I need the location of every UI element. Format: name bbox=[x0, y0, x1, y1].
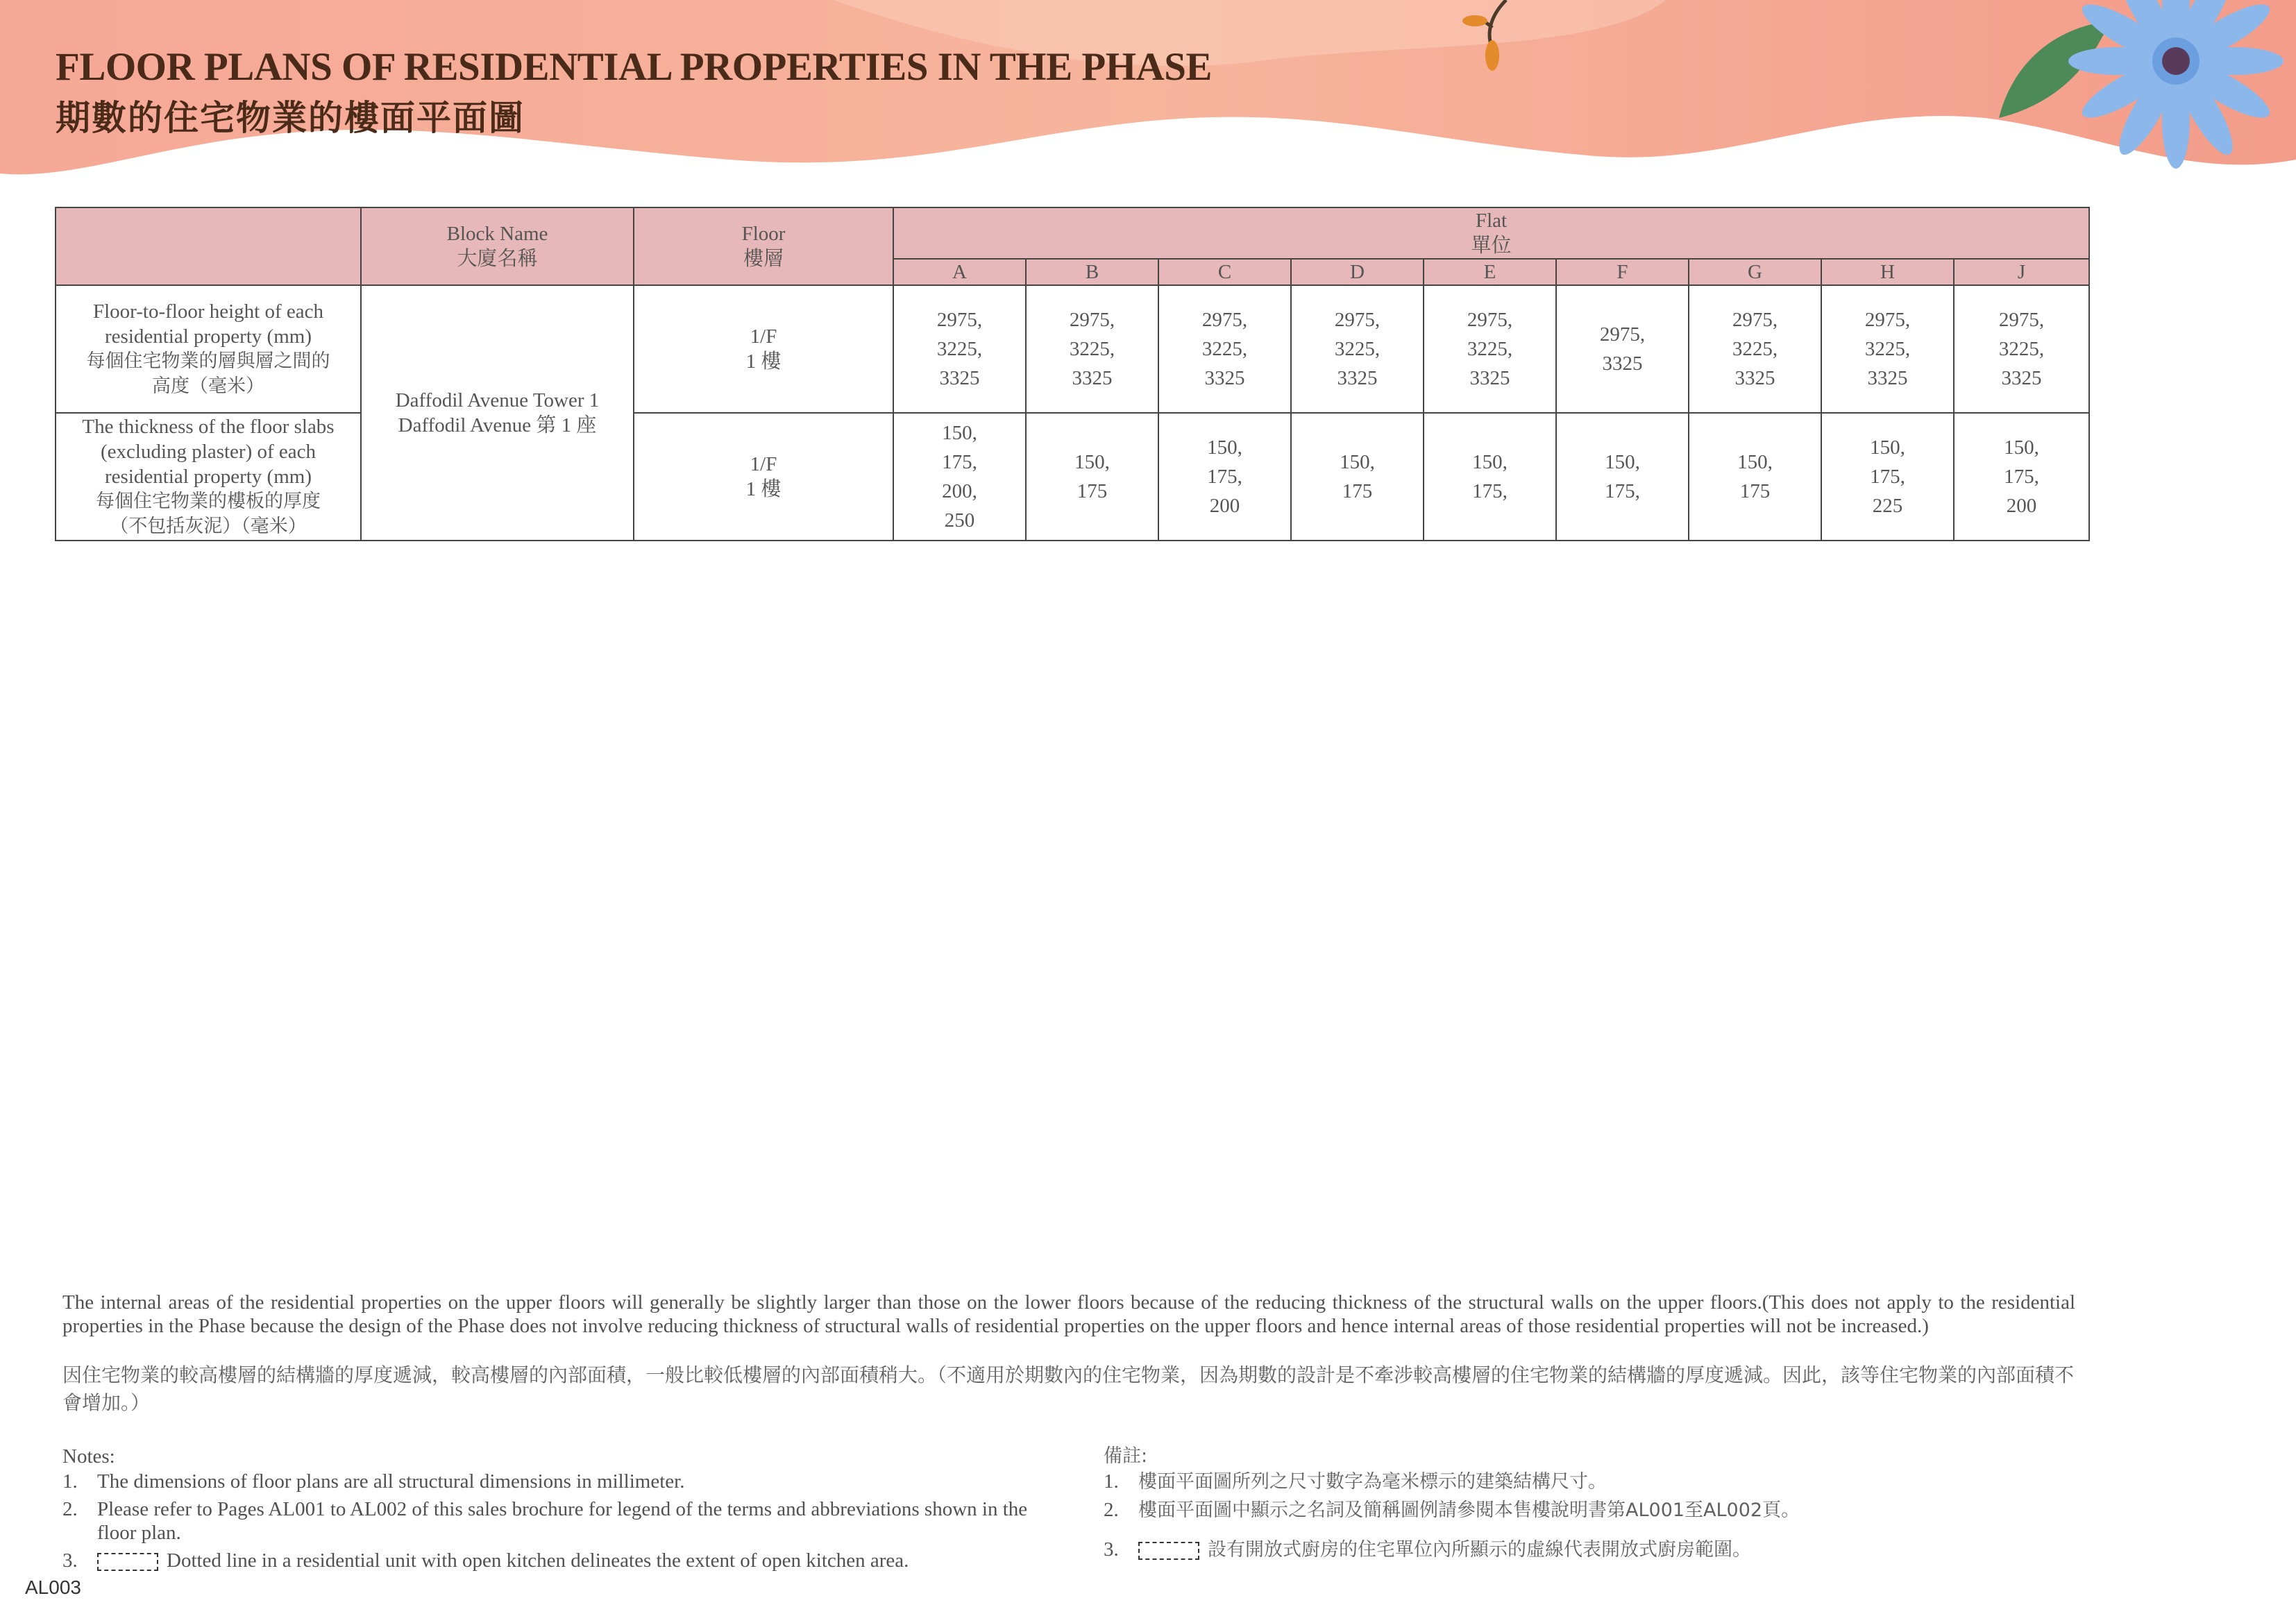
note-number: 3. bbox=[62, 1549, 78, 1572]
note-text: The dimensions of floor plans are all structural dimensions in millimeter. bbox=[97, 1470, 685, 1493]
table-row-slab-thickness bbox=[56, 413, 2089, 541]
value-line: 150, bbox=[1074, 451, 1110, 473]
value-line: 3225, bbox=[1334, 338, 1381, 360]
row-label-line: The thickness of the floor slabs bbox=[82, 416, 335, 438]
note-text: Dotted line in a residential unit with open kitchen delineates the extent of open kitchen area. bbox=[167, 1549, 909, 1572]
value-line: 150, bbox=[1207, 436, 1242, 459]
floor-header-zh: 樓層 bbox=[743, 248, 784, 270]
page-code: AL003 bbox=[25, 1577, 81, 1598]
note-number: 2. bbox=[62, 1498, 78, 1520]
floor-header-en: Floor bbox=[741, 223, 786, 245]
flat-letter: C bbox=[1158, 259, 1291, 285]
notes-heading: Notes: bbox=[62, 1445, 115, 1468]
value-line: 3325 bbox=[2001, 367, 2042, 389]
value-cell bbox=[1026, 285, 1158, 413]
block-name-en: Daffodil Avenue Tower 1 bbox=[395, 389, 600, 411]
value-line: 2975, bbox=[936, 309, 983, 331]
value-line: 175 bbox=[1077, 480, 1108, 502]
bud-icon bbox=[1462, 15, 1487, 26]
flat-header bbox=[893, 207, 2089, 259]
note-text: 樓面平面圖所列之尺寸數字為毫米標示的建築結構尺寸。 bbox=[1138, 1471, 1607, 1493]
row-label-line: 每個住宅物業的樓板的厚度 bbox=[96, 491, 321, 512]
value-line: 150, bbox=[1605, 451, 1640, 473]
value-line: 175 bbox=[1739, 480, 1771, 502]
value-line: 2975, bbox=[1334, 309, 1381, 331]
value-line: 200 bbox=[1209, 495, 1240, 517]
note-item bbox=[62, 1470, 1048, 1493]
note-number: 2. bbox=[1104, 1499, 1119, 1521]
dotted-line-legend-icon bbox=[97, 1553, 158, 1571]
note-text: 設有開放式廚房的住宅單位內所顯示的虛線代表開放式廚房範圍。 bbox=[1208, 1539, 1751, 1561]
value-cell bbox=[1026, 413, 1158, 541]
value-line: 150, bbox=[1472, 451, 1508, 473]
value-line: 175, bbox=[1207, 466, 1242, 488]
page-title-en: FLOOR PLANS OF RESIDENTIAL PROPERTIES IN THE PHASE bbox=[56, 45, 1212, 89]
value-line: 175, bbox=[1605, 480, 1640, 502]
value-cell bbox=[1158, 413, 1291, 541]
value-cell bbox=[1689, 285, 1821, 413]
value-cell bbox=[1291, 285, 1424, 413]
floor-header bbox=[634, 207, 893, 285]
value-line: 2975, bbox=[1732, 309, 1778, 331]
flat-letter: E bbox=[1424, 259, 1556, 285]
value-line: 175, bbox=[942, 451, 977, 473]
value-line: 175, bbox=[1472, 480, 1508, 502]
block-name-cell bbox=[361, 285, 634, 541]
value-cell bbox=[1556, 413, 1689, 541]
value-line: 3225, bbox=[1467, 338, 1513, 360]
floor-zh: 1 樓 bbox=[745, 350, 782, 373]
value-line: 3325 bbox=[939, 367, 980, 389]
value-line: 3225, bbox=[936, 338, 983, 360]
value-line: 175 bbox=[1342, 480, 1373, 502]
flat-header-en: Flat bbox=[1475, 210, 1508, 232]
disclaimer-en: The internal areas of the residential properties on the upper floors will generally be slightly larger than those on the lower floors because of the reducing thickness of the structural walls on the upper floors.(This does not apply to the residential properties in the Phase because the design of the Phase does not involve reducing thickness of structural walls of residential properties on the upper floors and hence internal areas of those residential properties will not be increased.) bbox=[62, 1291, 2075, 1337]
value-line: 3325 bbox=[1602, 352, 1643, 375]
value-line: 3225, bbox=[1732, 338, 1778, 360]
note-text: Please refer to Pages AL001 to AL002 of this sales brochure for legend of the terms and abbreviations shown in the floor plan. bbox=[97, 1498, 1028, 1544]
row-label-line: residential property (mm) bbox=[105, 325, 312, 348]
value-line: 150, bbox=[1737, 451, 1773, 473]
value-line: 200, bbox=[942, 480, 977, 502]
value-cell bbox=[1821, 285, 1954, 413]
value-line: 3225, bbox=[1864, 338, 1911, 360]
flat-letter: D bbox=[1291, 259, 1424, 285]
row-label-line: （不包括灰泥）（毫米） bbox=[110, 516, 307, 537]
row-label-line: (excluding plaster) of each bbox=[101, 441, 316, 463]
empty-header-cell bbox=[56, 207, 361, 285]
notes-en bbox=[62, 1445, 1048, 1577]
row-label-line: residential property (mm) bbox=[105, 466, 312, 488]
note-item bbox=[62, 1497, 1048, 1545]
note-number: 1. bbox=[1104, 1470, 1119, 1493]
value-line: 3225, bbox=[1069, 338, 1115, 360]
value-line: 175, bbox=[1870, 466, 1905, 488]
value-cell bbox=[1689, 413, 1821, 541]
value-cell bbox=[893, 413, 1026, 541]
note-item bbox=[62, 1549, 1048, 1572]
value-line: 2975, bbox=[1599, 323, 1646, 346]
flat-header-zh: 單位 bbox=[1471, 235, 1512, 257]
value-cell bbox=[1954, 413, 2089, 541]
flat-letter: J bbox=[1954, 259, 2089, 285]
block-name-header-zh: 大廈名稱 bbox=[457, 248, 538, 270]
value-line: 2975, bbox=[1467, 309, 1513, 331]
value-line: 150, bbox=[942, 422, 977, 444]
value-line: 3325 bbox=[1204, 367, 1245, 389]
flat-letter: G bbox=[1689, 259, 1821, 285]
note-number: 1. bbox=[62, 1470, 78, 1493]
value-cell bbox=[1424, 413, 1556, 541]
flat-letter: F bbox=[1556, 259, 1689, 285]
block-name-header bbox=[361, 207, 634, 285]
value-line: 2975, bbox=[1201, 309, 1248, 331]
flat-letter: B bbox=[1026, 259, 1158, 285]
row-label-line: 每個住宅物業的層與層之間的 bbox=[86, 350, 330, 372]
floor-zh: 1 樓 bbox=[745, 478, 782, 500]
block-name-zh: Daffodil Avenue 第 1 座 bbox=[398, 414, 597, 436]
value-line: 3325 bbox=[1469, 367, 1510, 389]
value-cell bbox=[1954, 285, 2089, 413]
value-line: 2975, bbox=[1069, 309, 1115, 331]
flat-letter: A bbox=[893, 259, 1026, 285]
block-name-header-en: Block Name bbox=[446, 223, 548, 245]
note-item bbox=[1104, 1470, 2145, 1494]
value-line: 2975, bbox=[1864, 309, 1911, 331]
page-title-zh: 期數的住宅物業的樓面平面圖 bbox=[56, 98, 525, 138]
value-line: 3225, bbox=[1998, 338, 2045, 360]
row-label-floor-height bbox=[56, 285, 361, 413]
floor-en: 1/F bbox=[750, 325, 777, 348]
value-line: 3225, bbox=[1201, 338, 1248, 360]
floor-en: 1/F bbox=[750, 453, 777, 475]
value-line: 3325 bbox=[1734, 367, 1775, 389]
row-label-line: 高度（毫米） bbox=[152, 375, 264, 397]
value-line: 3325 bbox=[1867, 367, 1908, 389]
flat-letter: H bbox=[1821, 259, 1954, 285]
disclaimer-zh: 因住宅物業的較高樓層的結構牆的厚度遞減，較高樓層的內部面積，一般比較低樓層的內部面積稍大。（不適用於期數內的住宅物業，因為期數的設計是不牽涉較高樓層的住宅物業的結構牆的厚度遞減。因此，該等住宅物業的內部面積不會增加。） bbox=[62, 1363, 2075, 1414]
table-row-floor-height bbox=[56, 285, 2089, 413]
note-item bbox=[1104, 1538, 2145, 1562]
value-cell bbox=[893, 285, 1026, 413]
value-line: 3325 bbox=[1072, 367, 1113, 389]
value-line: 3325 bbox=[1337, 367, 1378, 389]
value-cell bbox=[1291, 413, 1424, 541]
value-line: 175, bbox=[2004, 466, 2039, 488]
floor-spec-table bbox=[55, 207, 2090, 541]
value-line: 150, bbox=[2004, 436, 2039, 459]
bud-icon bbox=[1485, 40, 1499, 71]
value-line: 200 bbox=[2006, 495, 2037, 517]
floor-cell bbox=[634, 413, 893, 541]
value-cell bbox=[1424, 285, 1556, 413]
value-cell bbox=[1821, 413, 1954, 541]
notes-heading: 備註: bbox=[1104, 1445, 1148, 1467]
value-line: 2975, bbox=[1998, 309, 2045, 331]
note-item bbox=[1104, 1498, 2145, 1522]
row-label-line: Floor-to-floor height of each bbox=[92, 300, 323, 323]
value-cell bbox=[1158, 285, 1291, 413]
value-line: 150, bbox=[1340, 451, 1375, 473]
note-text: 樓面平面圖中顯示之名詞及簡稱圖例請參閱本售樓說明書第AL001至AL002頁。 bbox=[1138, 1499, 1800, 1521]
value-line: 250 bbox=[944, 509, 975, 532]
value-line: 150, bbox=[1870, 436, 1905, 459]
value-line: 225 bbox=[1872, 495, 1903, 517]
table-header-row bbox=[56, 207, 2089, 259]
notes-zh bbox=[1104, 1445, 2145, 1566]
value-cell bbox=[1556, 285, 1689, 413]
note-number: 3. bbox=[1104, 1538, 1119, 1561]
dotted-line-legend-icon bbox=[1138, 1542, 1199, 1560]
row-label-slab-thickness bbox=[56, 413, 361, 541]
floor-cell bbox=[634, 285, 893, 413]
